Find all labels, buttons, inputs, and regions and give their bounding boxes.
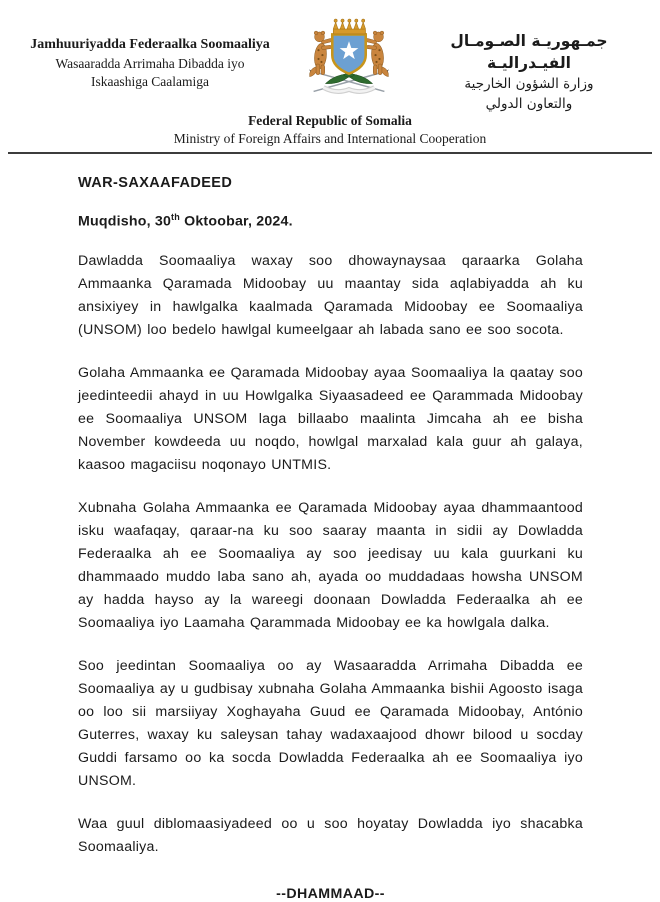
dateline-ordinal: th xyxy=(171,212,180,223)
country-name-somali: Jamhuuriyadda Federaalka Soomaaliya xyxy=(30,37,270,52)
ministry-line-somali-2: Iskaashiga Caalamiga xyxy=(90,74,210,90)
paragraph-2: Golaha Ammaanka ee Qaramada Midoobay ayaa Soomaaliya la qaatay soo jeedinteedii ahayd in uu Howlgalka Siyaasadeed ee Qarammada Midoobay ee Soomaaliya UNSOM laga billaabo maalinta Jimcaha ah ee bisha November kowdeeda uu noqdo, howlgal marxalad kala guur ah galaya, kaasoo magaciisu noqonayo UNTMIS. xyxy=(78,364,583,473)
ministry-line-arabic-2: والتعاون الدولي xyxy=(485,95,573,112)
end-marker: --DHAMMAAD-- xyxy=(276,885,385,902)
ministry-line-english: Ministry of Foreign Affairs and International Cooperation xyxy=(173,130,487,146)
dateline xyxy=(78,212,583,230)
leopard-icon xyxy=(310,31,333,77)
paragraph-3: Xubnaha Golaha Ammaanka ee Qaramada Midoobay ayaa dhammaantood isku waafaqay, qaraar-na ku soo saaray maanta in sidii ay Dowladda Federaalka ah ee Soomaaliya ay soo jeedisay uu kala guurkani ku dhammaado muddo laba sano ah, ayada oo muddadaas howsha UNSOM ay hadda hayso ay la wareegi doonaan Dowladda Federaalka ah ee Soomaaliya iyo Laamaha Qarammada Midoobay ee ka howlgala dalka. xyxy=(78,499,583,631)
dateline-suffix: Oktoobar, 2024. xyxy=(179,213,293,230)
crown-icon xyxy=(333,19,365,34)
ministry-name-english xyxy=(0,112,660,147)
paragraph-4: Soo jeedintan Soomaaliya oo ay Wasaaradda Arrimaha Dibadda ee Soomaaliya ay u gudbisay xubnaha Golaha Ammaanka bishii Agoosto isaga oo loo sii marsiiyay Xoghayaha Guud ee Qaramada Midoobay, António Guterres, waxay ku saleysan tahay wadaxaajood dhowr bilood u socday Guddi farsamo oo ka socda Dowladda Federaalka ah ee Soomaaliya iyo UNSOM. xyxy=(78,657,583,789)
letterhead xyxy=(0,0,660,154)
country-name-english: Federal Republic of Somalia xyxy=(248,113,412,129)
ministry-name-somali xyxy=(14,14,286,91)
letterhead-row xyxy=(0,0,660,114)
paragraph-1: Dawladda Soomaaliya waxay soo dhowaynaysaa qaraarka Golaha Ammaanka Qaramada Midoobay uu maantay sida aqlabiyadda ah ku ansixiyey in hawlgalka kaalmada Qaramada Midoobay ee Soomaaliya (UNSOM) loo bedelo hawlgal kumeelgaar ah labada sano ee soo socota. xyxy=(78,252,583,338)
paragraph-5: Waa guul diblomaasiyadeed oo u soo hoyatay Dowladda iyo shacabka Soomaaliya. xyxy=(78,815,583,855)
ministry-line-arabic-1: وزارة الشؤون الخارجية xyxy=(464,75,594,92)
somalia-coat-of-arms-icon xyxy=(286,14,412,104)
ministry-name-arabic xyxy=(412,14,646,114)
document-body xyxy=(0,154,660,902)
dateline-prefix: Muqdisho, 30 xyxy=(78,213,172,230)
ministry-line-somali-1: Wasaaradda Arrimaha Dibadda iyo xyxy=(55,55,245,71)
country-name-arabic: جمـهوريـة الصـومـال الفيـدراليـة xyxy=(450,32,608,73)
press-release-title: WAR-SAXAAFADEED xyxy=(78,175,233,192)
